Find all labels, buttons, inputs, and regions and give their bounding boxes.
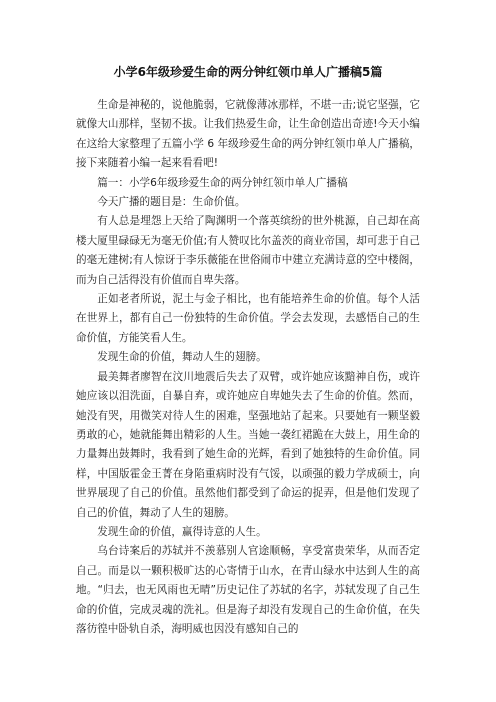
paragraph-intro: 生命是神秘的，说他脆弱，它就像薄冰那样，不堪一击;说它坚强，它就像大山那样，坚韧不拔。让我们热爱生命，让生命创造出奇迹!今天小编在这给大家整理了五篇小学 6 年级珍爱生命的两分钟红领巾单人广播稿，接下来随着小编一起来看看吧! bbox=[76, 99, 420, 170]
paragraph-broadcast-topic: 今天广播的题目是：生命价值。 bbox=[97, 196, 246, 209]
document-title: 小学6年级珍爱生命的两分钟红领巾单人广播稿5篇 bbox=[113, 65, 383, 79]
paragraph-body: 最美舞者廖智在汶川地震后失去了双臂，或许她应该黯神自伤，或许她应该以泪洗面，自暴自弃，或许她应自卑她失去了生命的价值。然而，她没有哭，用微笑对待人生的困难，坚强地站了起来。只要她有一颗坚毅勇敢的心，她就能舞出精彩的人生。当她一袭红裙跪在大鼓上，用生命的力量舞出鼓舞时，我看到了她生命的光辉，看到了她独特的生命价值。同样，中国版霍金王菁在身陷重病时没有气馁，以顽强的毅力学成硕士，向世界展现了自己的价值。虽然他们都受到了命运的捉弄，但是他们发现了自己的价值，舞动了人生的翅膀。 bbox=[76, 370, 420, 519]
paragraph-heading-article-one: 篇一：小学6年级珍爱生命的两分钟红领巾单人广播稿 bbox=[97, 176, 348, 189]
paragraph-body: 有人总是埋怨上天给了陶渊明一个落英缤纷的世外桃源，自己却在高楼大厦里碌碌无为毫无价值;有人赞叹比尔盖茨的商业帝国，却可悲于自己的毫无建树;有人惊讶于李乐薇能在世俗闹市中建立充满诗意的空中楼阁，而为自己活得没有价值而自卑失落。 bbox=[76, 215, 420, 286]
paragraph-body: 正如老者所说，泥土与金子相比，也有能培养生命的价值。每个人活在世界上，都有自己一份独特的生命价值。学会去发现，去感悟自己的生命价值，方能笑看人生。 bbox=[76, 293, 420, 344]
paragraph-subheading: 发现生命的价值，舞动人生的翅膀。 bbox=[97, 351, 267, 364]
document-body bbox=[76, 96, 420, 639]
paragraph-subheading: 发现生命的价值，赢得诗意的人生。 bbox=[97, 525, 267, 538]
paragraph-body: 乌台诗案后的苏轼并不羡慕别人官途顺畅，享受富贵荣华，从而否定自己。而是以一颗积极旷达的心寄情于山水，在青山绿水中达到人生的高地。“归去，也无风雨也无晴”历史记住了苏轼的名字，苏轼发现了自己生命的价值，完成灵魂的洗礼。但是海子却没有发现自己的生命价值，在失落彷徨中卧轨自杀，海明威也因没有感知自己的 bbox=[76, 545, 420, 635]
